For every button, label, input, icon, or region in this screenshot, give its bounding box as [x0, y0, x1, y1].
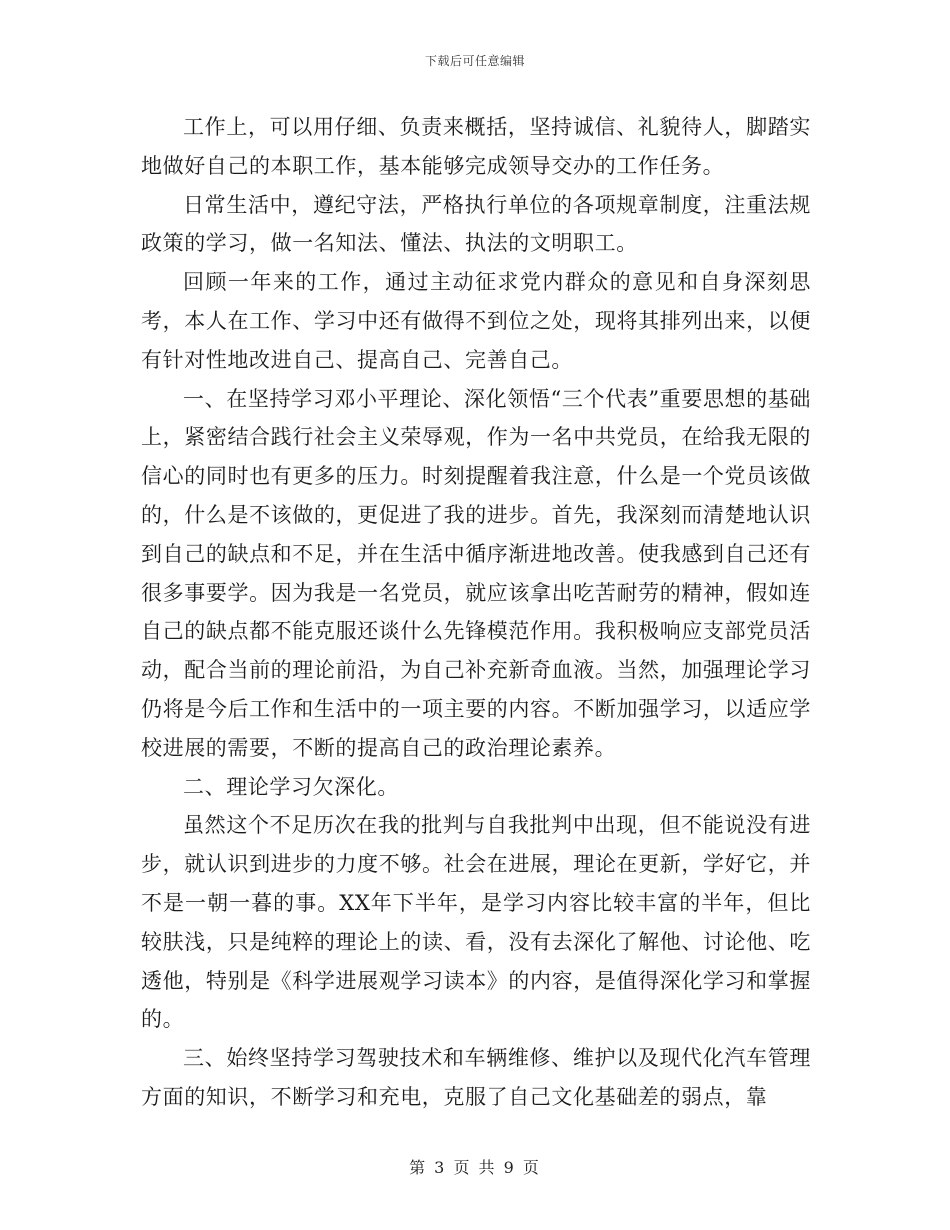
- document-body: [141, 108, 811, 1117]
- paragraph-review: 回顾一年来的工作，通过主动征求党内群众的意见和自身深刻思考，本人在工作、学习中还有做得不到位之处，现将其排列出来，以便有针对性地改进自己、提高自己、完善自己。: [141, 270, 811, 372]
- paragraph-section-one: 一、在坚持学习邓小平理论、深化领悟“三个代表”重要思想的基础上，紧密结合践行社会主义荣辱观，作为一名中共党员，在给我无限的信心的同时也有更多的压力。时刻提醒着我注意，什么是一个党员该做的，什么是不该做的，更促进了我的进步。首先，我深刻而清楚地认识到自己的缺点和不足，并在生活中循序渐进地改善。使我感到自己还有很多事要学。因为我是一名党员，就应该拿出吃苦耐劳的精神，假如连自己的缺点都不能克服还谈什么先锋模范作用。我积极响应支部党员活动，配合当前的理论前沿，为自己补充新奇血液。当然，加强理论学习仍将是今后工作和生活中的一项主要的内容。不断加强学习，以适应学校进展的需要，不断的提高自己的政治理论素养。: [141, 386, 811, 760]
- header-note: 下载后可任意编辑: [424, 54, 525, 68]
- paragraph-section-two-heading: 二、理论学习欠深化。: [183, 774, 399, 799]
- paragraph-section-two-body: 虽然这个不足历次在我的批判与自我批判中出现，但不能说没有进步，就认识到进步的力度不够。社会在进展，理论在更新，学好它，并不是一朝一暮的事。XX年下半年，是学习内容比较丰富的半年，但比较肤浅，只是纯粹的理论上的读、看，没有去深化了解他、讨论他、吃透他，特别是《科学进展观学习读本》的内容，是值得深化学习和掌握的。: [141, 813, 811, 1032]
- page-indicator: 第 3 页 共 9 页: [409, 1158, 541, 1177]
- paragraph-daily-life: 日常生活中，遵纪守法，严格执行单位的各项规章制度，注重法规政策的学习，做一名知法、懂法、执法的文明职工。: [141, 192, 811, 256]
- paragraph-work: 工作上，可以用仔细、负责来概括，坚持诚信、礼貌待人，脚踏实地做好自己的本职工作，基本能够完成领导交办的工作任务。: [141, 115, 811, 178]
- paragraph-section-three: 三、始终坚持学习驾驶技术和车辆维修、维护以及现代化汽车管理方面的知识，不断学习和充电，克服了自己文化基础差的弱点，靠: [141, 1046, 811, 1109]
